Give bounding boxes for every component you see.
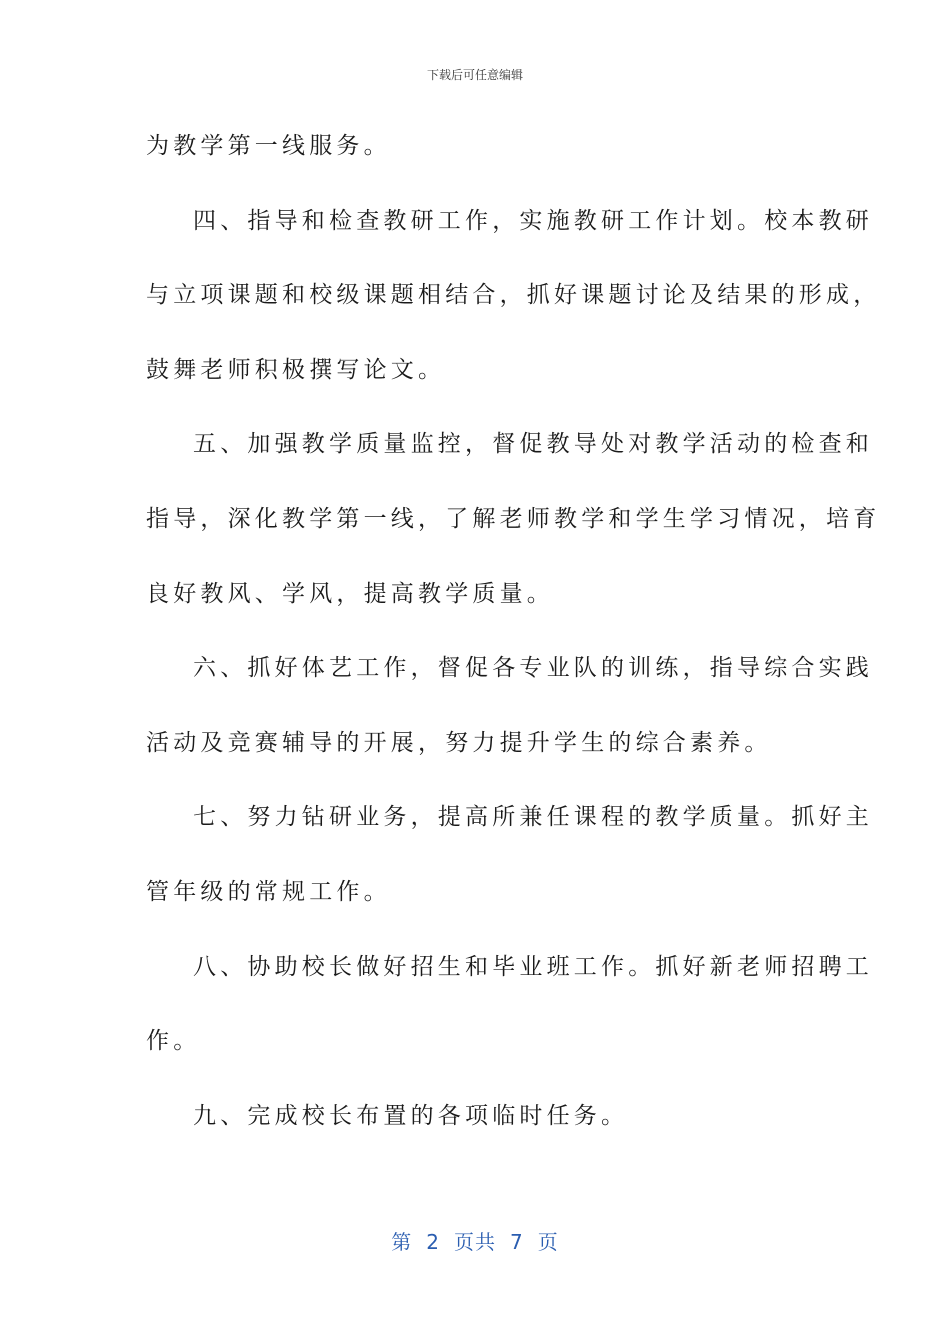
body-line: 九、完成校长布置的各项临时任务。 bbox=[193, 1102, 629, 1129]
header-note: 下载后可任意编辑 bbox=[426, 68, 523, 82]
body-line: 八、协助校长做好招生和毕业班工作。抓好新老师招聘工 bbox=[193, 953, 873, 980]
body-line: 作。 bbox=[146, 1028, 201, 1055]
body-line: 鼓舞老师积极撰写论文。 bbox=[146, 356, 446, 383]
body-line: 与立项课题和校级课题相结合，抓好课题讨论及结果的形成， bbox=[146, 282, 881, 309]
page-footer bbox=[0, 1226, 950, 1255]
total-pages-number: 7 bbox=[510, 1230, 524, 1254]
body-line: 六、抓好体艺工作，督促各专业队的训练，指导综合实践 bbox=[193, 655, 873, 682]
document-body bbox=[146, 124, 881, 1168]
footer-middle: 页共 bbox=[454, 1230, 496, 1254]
body-line: 七、努力钻研业务，提高所兼任课程的教学质量。抓好主 bbox=[193, 804, 873, 831]
body-line: 活动及竞赛辅导的开展，努力提升学生的综合素养。 bbox=[146, 729, 772, 756]
body-line: 良好教风、学风，提高教学质量。 bbox=[146, 580, 554, 607]
body-line: 指导，深化教学第一线，了解老师教学和学生学习情况，培育 bbox=[146, 505, 881, 532]
footer-suffix: 页 bbox=[537, 1230, 559, 1254]
footer-prefix: 第 bbox=[391, 1230, 413, 1254]
body-line: 为教学第一线服务。 bbox=[146, 133, 391, 159]
body-line: 四、指导和检查教研工作，实施教研工作计划。校本教研 bbox=[193, 207, 873, 234]
current-page-number: 2 bbox=[426, 1230, 440, 1254]
body-line: 管年级的常规工作。 bbox=[146, 878, 391, 905]
body-line: 五、加强教学质量监控，督促教导处对教学活动的检查和 bbox=[193, 431, 873, 458]
